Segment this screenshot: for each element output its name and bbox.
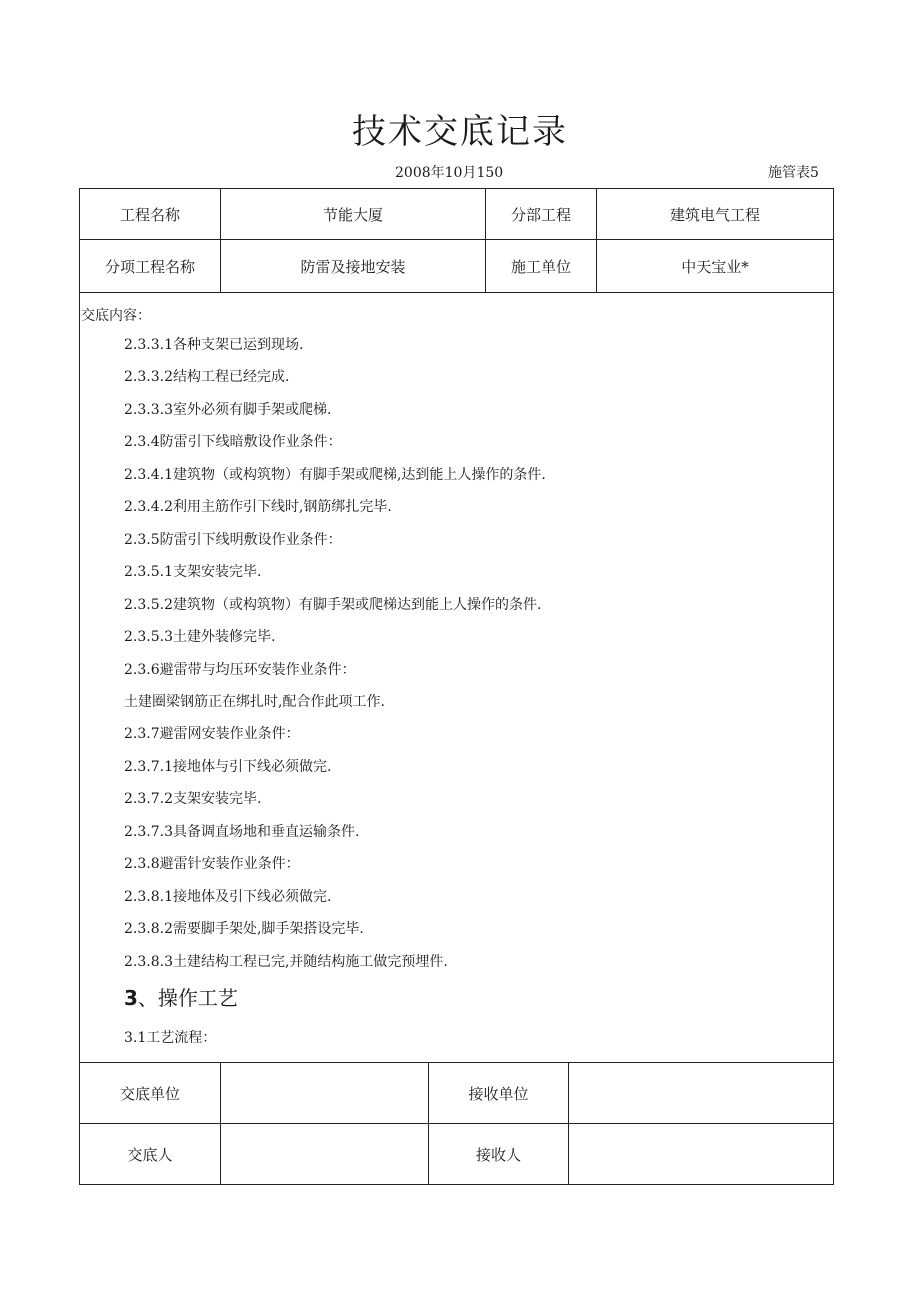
row-divider (79, 292, 834, 293)
content-label: 交底内容： (81, 308, 151, 324)
receiver-person-field (569, 1124, 833, 1184)
content-line: 2.3.7避雷网安装作业条件： (124, 726, 300, 742)
section-number: 3 (124, 986, 138, 1010)
content-line: 2.3.3.3室外必须有脚手架或爬梯. (124, 402, 332, 418)
content-line: 2.3.4.1建筑物（或构筑物）有脚手架或爬梯,达到能上人操作的条件. (124, 467, 546, 483)
contractor-label: 施工单位 (510, 257, 571, 276)
subdivision-value: 防雷及接地安装 (300, 257, 406, 276)
section-heading (124, 982, 238, 1011)
content-line: 2.3.4.2利用主筋作引下线时,钢筋绑扎完毕. (124, 499, 392, 515)
form-number: 施管表5 (768, 165, 819, 181)
section-title: 、操作工艺 (137, 986, 238, 1010)
contractor-value: 中天宝业* (681, 257, 749, 276)
content-line: 土建圈梁钢筋正在绑扎时,配合作此项工作. (124, 694, 385, 710)
receiver-person-label: 接收人 (475, 1145, 521, 1164)
division-label: 分部工程 (510, 205, 571, 224)
receiver-unit-label: 接收单位 (468, 1084, 529, 1103)
content-line: 2.3.8.2需要脚手架处,脚手架搭设完毕. (124, 921, 364, 937)
receiver-unit-field (569, 1063, 833, 1123)
content-line: 2.3.3.2结构工程已经完成. (124, 369, 290, 385)
subsection-title: 3.1工艺流程： (124, 1030, 217, 1046)
issuer-unit-field (221, 1063, 428, 1123)
division-value: 建筑电气工程 (669, 205, 760, 224)
content-line: 2.3.7.1接地体与引下线必须做完. (124, 759, 332, 775)
document-title: 技术交底记录 (352, 112, 568, 152)
content-line: 2.3.6避雷带与均压环安装作业条件： (124, 662, 356, 678)
content-line: 2.3.8.3土建结构工程已完,并随结构施工做完预埋件. (124, 954, 448, 970)
content-line: 2.3.5.3土建外装修完毕. (124, 629, 276, 645)
issuer-person-label: 交底人 (127, 1145, 173, 1164)
issuer-person-field (221, 1124, 428, 1184)
content-line: 2.3.8避雷针安装作业条件： (124, 856, 300, 872)
content-line: 2.3.5防雷引下线明敷设作业条件： (124, 532, 342, 548)
content-line: 2.3.7.2支架安装完毕. (124, 791, 262, 807)
content-line: 2.3.7.3具备调直场地和垂直运输条件. (124, 824, 360, 840)
content-line: 2.3.5.1支架安装完毕. (124, 564, 262, 580)
content-line: 2.3.4防雷引下线暗敷设作业条件： (124, 434, 342, 450)
project-name-value: 节能大厦 (322, 205, 383, 224)
project-name-label: 工程名称 (119, 205, 180, 224)
content-line: 2.3.8.1接地体及引下线必须做完. (124, 889, 332, 905)
content-line: 2.3.5.2建筑物（或构筑物）有脚手架或爬梯达到能上人操作的条件. (124, 597, 542, 613)
subdivision-label: 分项工程名称 (104, 257, 195, 276)
issuer-unit-label: 交底单位 (119, 1084, 180, 1103)
content-line: 2.3.3.1各种支架已运到现场. (124, 337, 304, 353)
document-date: 2008年10月150 (395, 165, 504, 181)
